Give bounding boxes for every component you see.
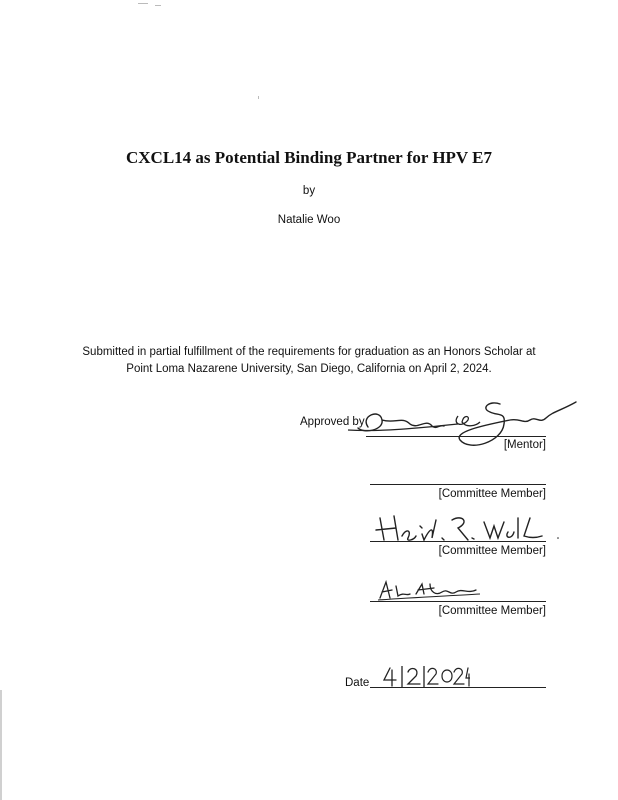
document-title: CXCL14 as Potential Binding Partner for HPV E7 <box>126 148 492 167</box>
committee-2-role-label: [Committee Member] <box>438 545 546 557</box>
committee-1-signature-line <box>370 484 546 485</box>
scan-speck <box>155 5 161 6</box>
mentor-role-label: [Mentor] <box>503 439 546 451</box>
approved-by-label: Approved by <box>300 416 365 428</box>
submission-statement <box>40 344 578 378</box>
committee-3-signature-line <box>370 601 546 602</box>
mentor-signature-line <box>366 436 546 437</box>
date-label: Date <box>345 677 370 689</box>
statement-line-2: Point Loma Nazarene University, San Diego, California on April 2, 2024. <box>126 363 492 375</box>
scan-edge <box>0 690 2 800</box>
by-label: by <box>302 185 316 197</box>
scan-speck <box>258 96 259 99</box>
committee-1-role-label: [Committee Member] <box>438 488 546 500</box>
author-name: Natalie Woo <box>277 214 341 226</box>
statement-line-1: Submitted in partial fulfillment of the requirements for graduation as an Honors Scholar at <box>82 346 536 358</box>
committee-2-signature-line <box>370 541 546 542</box>
committee-2-signature <box>372 508 572 548</box>
scan-speck <box>138 3 148 4</box>
handwritten-date <box>380 664 470 690</box>
committee-3-role-label: [Committee Member] <box>438 605 546 617</box>
